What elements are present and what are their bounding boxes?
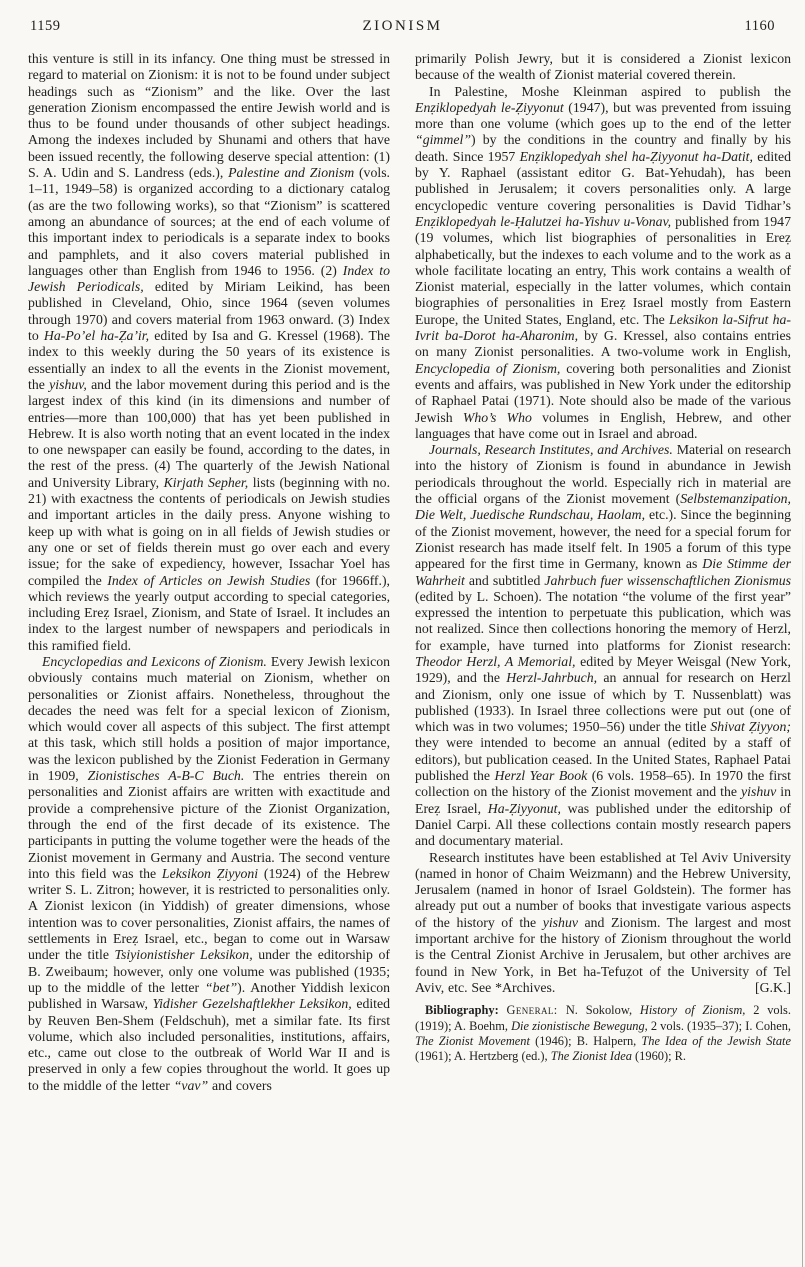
left-page-number: 1159 — [30, 18, 61, 34]
paragraph-text: Research institutes have been established at Tel Aviv University (named in honor of Chaim Weizmann) and the Hebrew University, Jerusalem (named in honor of Israel Goldstein). The former has already put out a number of books that investigate various aspects of the history of the yishuv and Zionism. The largest and most important archive for the history of Zionism throughout the world is the Central Zionist Archive in Jerusalem, but other archives are found in New York, in Bet ha-Tefuẓot of the University of Tel Aviv, etc. See *Archives. — [415, 849, 791, 995]
text-columns — [28, 51, 791, 1094]
paragraph-continuation: this venture is still in its infancy. One thing must be stressed in regard to material on Zionism: it is not to be found under subject headings such as “Zionism” and the like. Over the last generation Zionism encompassed the entire Jewish world and is thus to be found under thousands of other subject headings. Among the indexes included by Shunami and others that have been issued recently, the following deserve special attention: (1) S. A. Udin and S. Landress (eds.), Palestine and Zionism (vols. 1–11, 1949–58) is organized according to a dictionary catalog (as are the two following works), so that “Zionism” is scattered among an abundance of sources; at the end of each volume of this important index to periodicals is a separate index to books and pamphlets, and it also covers material published in languages other than English from 1946 to 1956. (2) Index to Jewish Periodicals, edited by Miriam Leikind, has been published in Cleveland, Ohio, since 1964 (seven volumes through 1970) and covers material from 1963 onward. (3) Index to Ha-Po’el ha-Ẓa’ir, edited by Isa and G. Kressel (1968). The index to this weekly during the 50 years of its existence is essentially an index to all the events in the Zionist movement, the yishuv, and the labor movement during this period and is the largest index of this kind (in its dimensions and number of entries—more than 100,000) that has yet been published in Hebrew. It is also worth noting that an event located in the index to one newspaper can easily be found, according to the dates, in the rest of the press. (4) The quarterly of the Jewish National and University Library, Kirjath Sepher, lists (beginning with no. 21) with exactness the contents of periodicals on Jewish studies and important articles in the daily press. Anyone wishing to keep up with what is going on in all fields of Jewish studies or any one or set of fields therein must go over each and every issue; for the sake of expediency, however, Issachar Yoel has compiled the Index of Articles on Jewish Studies (for 1966ff.), which reviews the yearly output according to special categories, including Ereẓ Israel, Zionism, and State of Israel. It includes an index to the largest number of newspapers and periodicals in this ramified field. — [28, 51, 391, 653]
paragraph-continuation: primarily Polish Jewry, but it is considered a Zionist lexicon because of the wealth of Zionist material covered therein. — [415, 51, 791, 83]
left-column — [28, 51, 390, 1094]
right-column — [415, 51, 791, 1094]
scan-artifact-line — [802, 507, 804, 1267]
paragraph-research-institutes — [415, 850, 791, 997]
paragraph-journals-institutes-archives: Journals, Research Institutes, and Archives. Material on research into the history of Zionism is found in abundance in Jewish periodicals throughout the world. Especially rich in material are the official organs of the Zionist movement (Selbstemanzipation, Die Welt, Juedische Rundschau, Haolam, etc.). Since the beginning of the Zionist movement, however, the need for a special forum for Zionist research has made itself felt. In 1905 a forum of this type appeared for the first time in Germany, known as Die Stimme der Wahrheit and subtitled Jahrbuch fuer wissenschaftlichen Zionismus (edited by L. Schoen). The notation “the volume of the first year” expressed the intention to perpetuate this publication, which was not realized. Since then collections honoring the memory of Herzl, for example, have turned into platforms for Zionist research: Theodor Herzl, A Memorial, edited by Meyer Weisgal (New York, 1929), and the Herzl-Jahrbuch, an annual for research on Herzl and Zionism, only one issue of which by T. Nussenblatt) was published (1933). In Israel three collections were put out (one of which was in two volumes; 1950–56) under the title Shivat Ẓiyyon; they were intended to become an annual (edited by a staff of editors), but publication ceased. In the United States, Raphael Patai published the Herzl Year Book (6 vols. 1958–65). In 1970 the first collection on the history of the Zionist movement and the yishuv in Ereẓ Israel, Ha-Ẓiyyonut, was published under the editorship of Daniel Carpi. All these collections contain mostly research papers and documentary material. — [415, 442, 791, 849]
paragraph-encyclopedias-lexicons: Encyclopedias and Lexicons of Zionism. Every Jewish lexicon obviously contains much material on Zionism, whether on personalities or Zionist affairs. Nonetheless, throughout the decades the need was felt for a special lexicon of Zionism, which would cover all aspects of this subject. The first attempt at this task, which still holds a position of major importance, was the lexicon published by the Zionist Federation in Germany in 1909, Zionistisches A-B-C Buch. The entries therein on personalities and Zionist affairs are written with exactitude and provide a comprehensive picture of the Zionist Organization, through the end of the first decade of its existence. The participants in putting the volume together were the heads of the Zionist movement in Germany and Austria. The second venture into this field was the Leksikon Ẓiyyoni (1924) of the Hebrew writer S. L. Zitron; however, it is restricted to personalities only. A Zionist lexicon (in Yiddish) of greater dimensions, whose intention was to cover personalities, Zionist affairs, the names of settlements in Ereẓ Israel, etc., began to come out in Warsaw under the title Tsiyionistisher Leksikon, under the editorship of B. Zweibaum; however, only one volume was published (1935; up to the middle of the letter “bet”). Another Yiddish lexicon published in Warsaw, Yidisher Gezelshaftlekher Leksikon, edited by Reuven Ben-Shem (Feldschuh), met a similar fate. Its first volume, which also included personalities, institutions, affairs, etc., came out close to the outbreak of World War II and is preserved in only a few copies throughout the world. It goes up to the middle of the letter “vav” and covers — [28, 653, 391, 1093]
running-head — [30, 18, 775, 40]
article-title: ZIONISM — [362, 18, 443, 34]
author-initials: [G.K.] — [754, 979, 791, 995]
right-page-number: 1160 — [744, 18, 775, 34]
bibliography: Bibliography: General: N. Sokolow, History of Zionism, 2 vols. (1919); A. Boehm, Die zionistische Bewegung, 2 vols. (1935–37); I. Cohen, The Zionist Movement (1946); B. Halpern, The Idea of the Jewish State (1961); A. Hertzberg (ed.), The Zionist Idea (1960); R. — [415, 1003, 792, 1064]
paragraph-palestine-encyclopedias: In Palestine, Moshe Kleinman aspired to publish the Enẓiklopedyah le-Ẓiyyonut (1947), but was prevented from issuing more than one volume (which goes up to the end of the letter “gimmel”) by the conditions in the country and finally by his death. Since 1957 Enẓiklopedyah shel ha-Ẓiyyonut ha-Datit, edited by Y. Raphael (assistant editor G. Bat-Yehudah), has been published in Jerusalem; it covers personalities only. A large encyclopedic venture covering personalities is David Tidhar’s Enẓiklopedyah le-Ḥalutzei ha-Yishuv u-Vonav, published from 1947 (19 volumes, which list biographies of personalities in Ereẓ alphabetically, but the indexes to each volume and to the work as a whole facilitate locating an entry, This work contains a wealth of Zionist material, especially in the latter volumes, which contain biographies of personalities in Ereẓ Israel mostly from Eastern Europe, the United States, England, etc. The Leksikon la-Sifrut ha-Ivrit ba-Dorot ha-Aharonim, by G. Kressel, also contains entries on many Zionist personalities. A two-volume work in English, Encyclopedia of Zionism, covering both personalities and Zionist events and affairs, was published in New York under the editorship of Raphael Patai (1971). Note should also be made of the various Jewish Who’s Who volumes in English, Hebrew, and other languages that have come out in Israel and abroad. — [415, 83, 792, 441]
